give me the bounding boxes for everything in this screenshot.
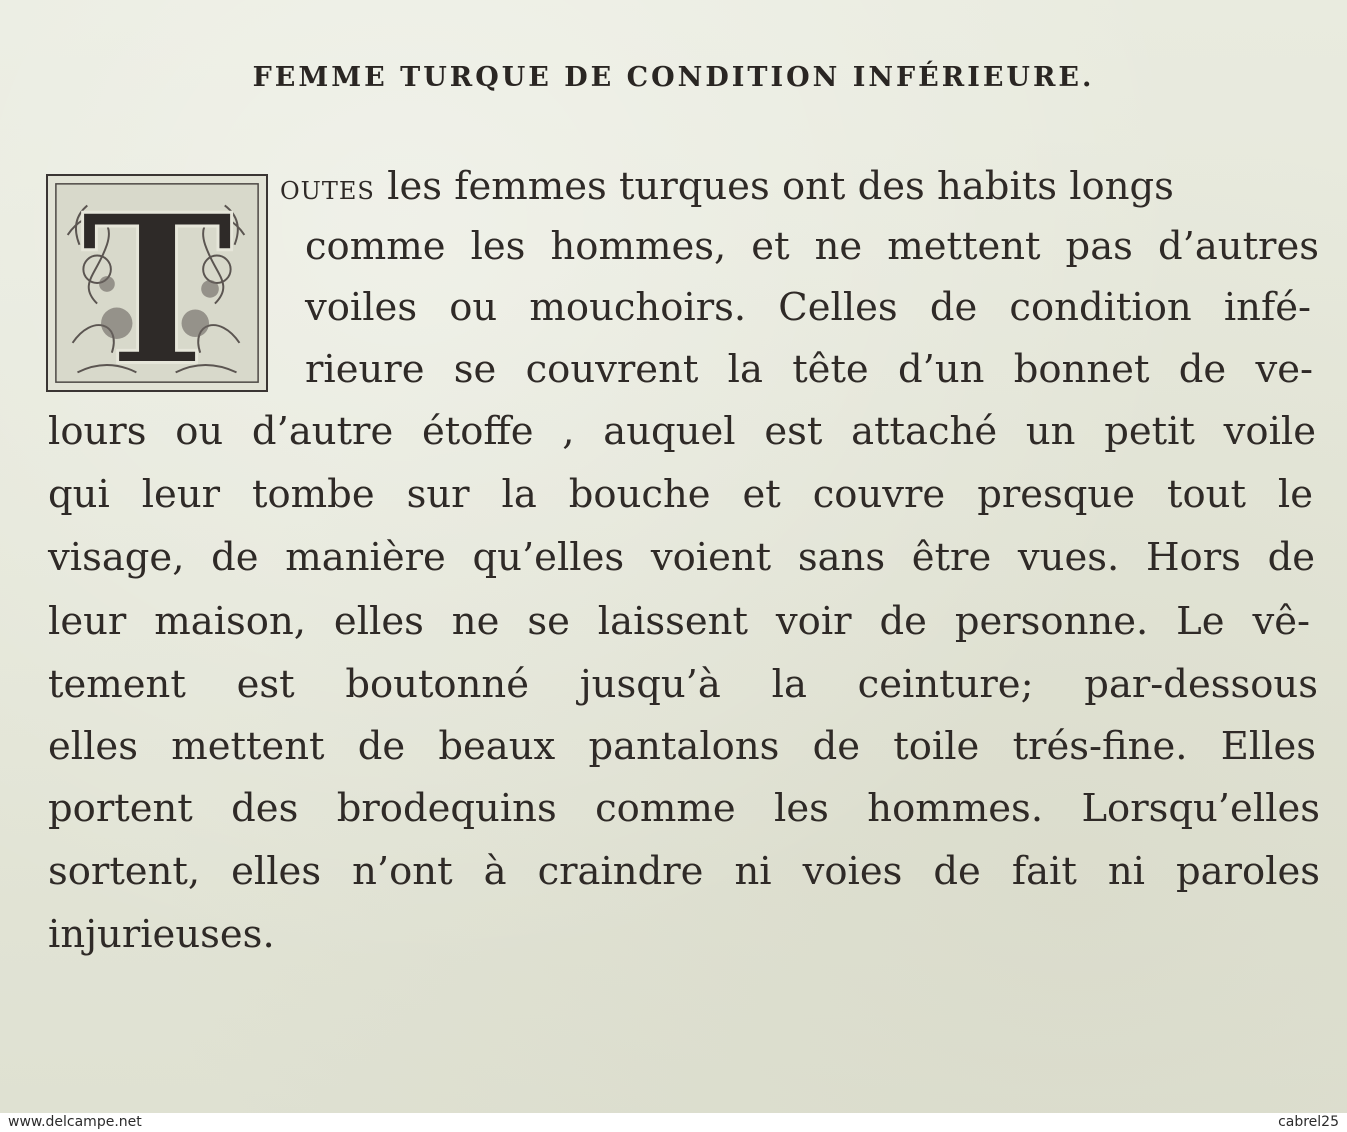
text-line-4: rieure se couvrent la tête d’un bonnet de ve- bbox=[305, 347, 1313, 392]
text-line-1: OUTES les femmes turques ont des habits longs bbox=[280, 164, 1174, 209]
text-line-9: tement est boutonné jusqu’à la ceinture; par-dessous bbox=[48, 662, 1318, 707]
footer-site-link[interactable]: www.delcampe.net bbox=[8, 1114, 142, 1130]
text-line-11: portent des brodequins comme les hommes. Lorsqu’elles bbox=[48, 786, 1320, 831]
text-line-8: leur maison, elles ne se laissent voir de personne. Le vê- bbox=[48, 599, 1310, 644]
document-title: FEMME TURQUE DE CONDITION INFÉRIEURE. bbox=[252, 62, 1095, 93]
first-word-smallcaps: OUTES bbox=[280, 177, 375, 205]
text-line-7: visage, de manière qu’elles voient sans être vues. Hors de bbox=[48, 535, 1315, 580]
text-line-2: comme les hommes, et ne mettent pas d’autres bbox=[305, 224, 1319, 269]
text-line-5: lours ou d’autre étoffe , auquel est attaché un petit voile bbox=[48, 409, 1316, 454]
text-line-3: voiles ou mouchoirs. Celles de condition infé- bbox=[305, 285, 1311, 330]
footer-seller-name: cabrel25 bbox=[1278, 1114, 1339, 1130]
svg-text:T: T bbox=[80, 176, 234, 390]
text-line-12: sortent, elles n’ont à craindre ni voies de fait ni paroles bbox=[48, 849, 1320, 894]
text-line-13: injurieuses. bbox=[48, 912, 275, 957]
text-line-6: qui leur tombe sur la bouche et couvre presque tout le bbox=[48, 472, 1313, 517]
text-line-10: elles mettent de beaux pantalons de toile trés-fine. Elles bbox=[48, 724, 1316, 769]
watermark-footer bbox=[0, 1113, 1347, 1132]
